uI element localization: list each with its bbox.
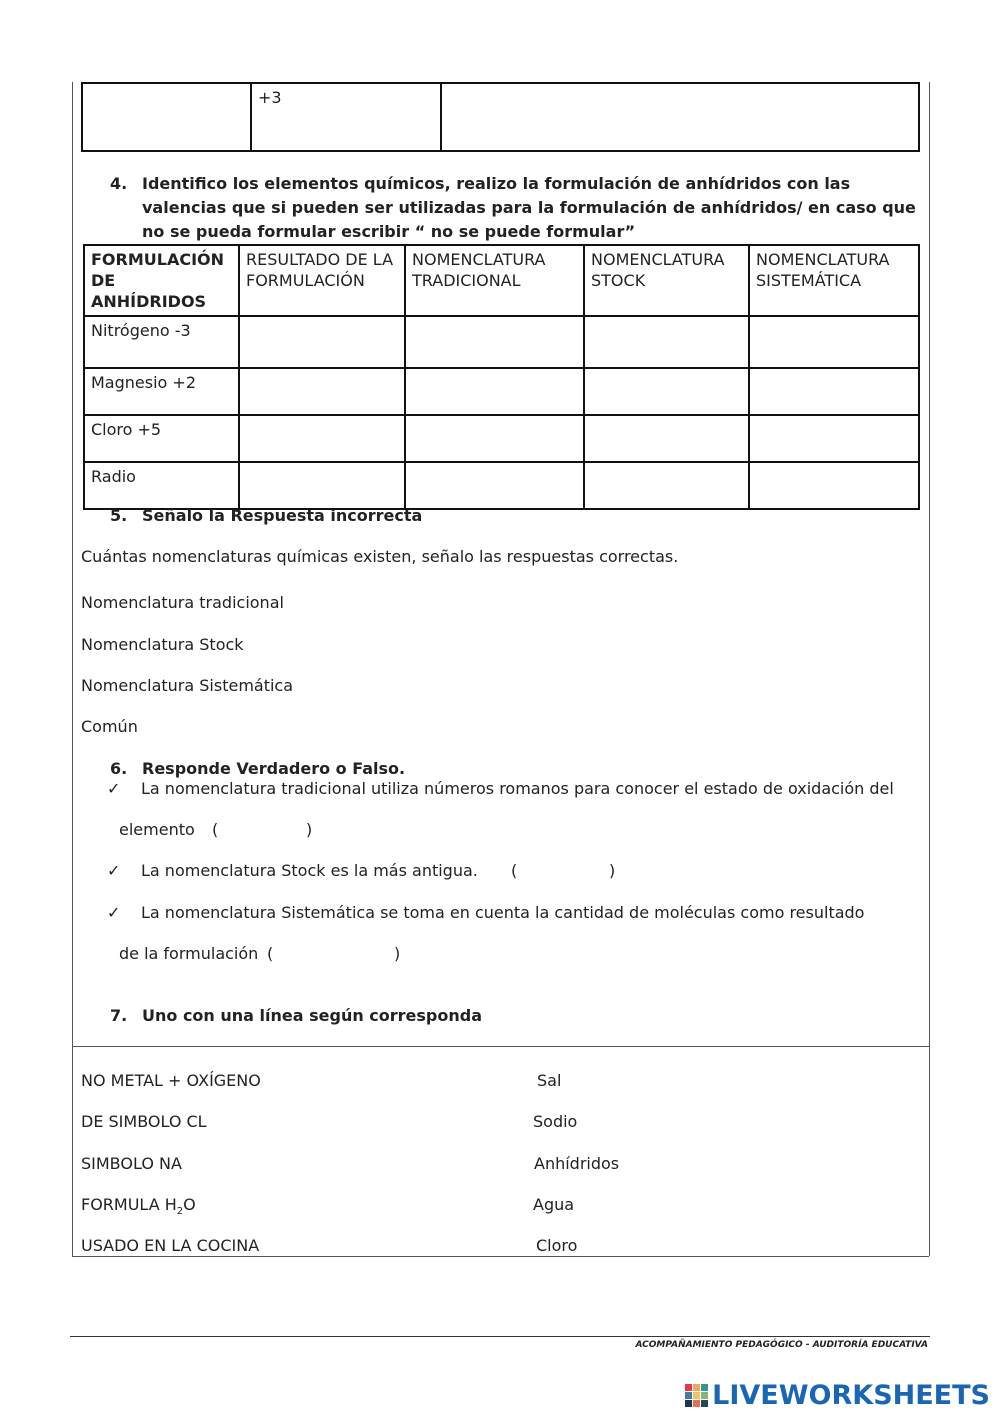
answer-cell[interactable] <box>749 316 919 368</box>
paren-open: ( <box>511 861 518 880</box>
statement-1 <box>107 778 894 800</box>
statement-1-continuation: elemento <box>119 820 195 839</box>
answer-cell[interactable] <box>584 462 749 509</box>
question-5 <box>110 504 422 528</box>
answer-blank-1[interactable] <box>224 819 304 841</box>
question-5-title: Señalo la Respuesta incorrecta <box>142 506 423 525</box>
element-cell: Radio <box>84 462 239 509</box>
question-number: 4. <box>110 174 128 193</box>
match-left-formula[interactable] <box>81 1194 196 1223</box>
option-item[interactable]: Común <box>81 717 138 736</box>
liveworksheets-logo-icon <box>685 1384 708 1407</box>
question-number: 5. <box>110 506 128 525</box>
answer-cell[interactable] <box>239 415 405 462</box>
footer-text: ACOMPAÑAMIENTO PEDAGÓGICO - AUDITORÍA EDUCATIVA <box>635 1340 928 1350</box>
brand-name: LIVEWORKSHEETS <box>712 1380 990 1411</box>
statement-2 <box>107 860 478 882</box>
option-item[interactable]: Nomenclatura tradicional <box>81 593 284 612</box>
answer-cell[interactable] <box>405 462 584 509</box>
answer-cell[interactable] <box>749 368 919 415</box>
checkmark-icon: ✓ <box>107 903 121 922</box>
paren-close: ) <box>306 820 313 839</box>
question-4 <box>110 172 920 241</box>
table-row <box>84 368 919 415</box>
match-left-item[interactable]: SIMBOLO NA <box>81 1154 182 1173</box>
table-cell[interactable] <box>441 83 919 151</box>
match-right-item[interactable]: Cloro <box>536 1236 578 1255</box>
statement-text: La nomenclatura Stock es la más antigua. <box>141 861 478 880</box>
column-header: NOMENCLATURA SISTEMÁTICA <box>749 245 919 316</box>
table-row <box>82 83 919 151</box>
question-6-title: Responde Verdadero o Falso. <box>142 759 406 778</box>
table-row <box>84 462 919 509</box>
match-right-item[interactable]: Anhídridos <box>534 1154 620 1173</box>
statement-3 <box>107 902 864 924</box>
checkmark-icon: ✓ <box>107 861 121 880</box>
element-cell: Magnesio +2 <box>84 368 239 415</box>
valence-table <box>81 82 920 152</box>
answer-cell[interactable] <box>239 316 405 368</box>
table-cell[interactable] <box>82 83 251 151</box>
question-7 <box>110 1004 482 1028</box>
match-left-item[interactable]: DE SIMBOLO CL <box>81 1112 207 1131</box>
paren-close: ) <box>609 861 616 880</box>
answer-blank-3[interactable] <box>280 943 392 965</box>
column-header: NOMENCLATURA TRADICIONAL <box>405 245 584 316</box>
paren-open: ( <box>212 820 219 839</box>
answer-cell[interactable] <box>405 368 584 415</box>
question-7-title: Uno con una línea según corresponda <box>142 1006 483 1025</box>
paren-close: ) <box>394 944 401 963</box>
table-header-row <box>84 245 919 316</box>
column-header: RESULTADO DE LA FORMULACIÓN <box>239 245 405 316</box>
table-row <box>84 316 919 368</box>
match-left-item[interactable]: NO METAL + OXÍGENO <box>81 1071 261 1090</box>
answer-blank-2[interactable] <box>523 860 608 882</box>
frame-separator <box>72 1046 929 1047</box>
element-cell: Cloro +5 <box>84 415 239 462</box>
match-right-item[interactable]: Sodio <box>533 1112 578 1131</box>
answer-cell[interactable] <box>405 316 584 368</box>
table-row <box>84 415 919 462</box>
formula-tail: O <box>183 1195 196 1214</box>
element-cell: Nitrógeno -3 <box>84 316 239 368</box>
valence-value: +3 <box>258 88 282 107</box>
anhydride-table <box>83 244 920 510</box>
answer-cell[interactable] <box>749 415 919 462</box>
answer-cell[interactable] <box>584 316 749 368</box>
valence-cell <box>251 83 441 151</box>
match-right-item[interactable]: Sal <box>537 1071 562 1090</box>
answer-cell[interactable] <box>239 368 405 415</box>
answer-cell[interactable] <box>584 368 749 415</box>
statement-text: La nomenclatura tradicional utiliza números romanos para conocer el estado de oxidación del <box>141 779 894 798</box>
formula-subscript: 2 <box>176 1206 184 1218</box>
statement-text: La nomenclatura Sistemática se toma en cuenta la cantidad de moléculas como resultado <box>141 903 865 922</box>
statement-3-continuation: de la formulación <box>119 944 259 963</box>
paren-open: ( <box>267 944 274 963</box>
answer-cell[interactable] <box>749 462 919 509</box>
footer-divider <box>70 1336 930 1337</box>
answer-cell[interactable] <box>405 415 584 462</box>
brand <box>685 1380 990 1411</box>
column-header: NOMENCLATURA STOCK <box>584 245 749 316</box>
formula-text: FORMULA H <box>81 1195 177 1214</box>
column-header: FORMULACIÓN DE ANHÍDRIDOS <box>84 245 239 316</box>
answer-cell[interactable] <box>239 462 405 509</box>
question-4-text: Identifico los elementos químicos, realizo la formulación de anhídridos con las valencias que si pueden ser utilizadas para la formulación de anhídridos/ en caso que no se pueda formular escribir “ no se puede formular” <box>142 174 916 241</box>
question-number: 6. <box>110 759 128 778</box>
checkmark-icon: ✓ <box>107 779 121 798</box>
match-left-item[interactable]: USADO EN LA COCINA <box>81 1236 260 1255</box>
question-5-prompt: Cuántas nomenclaturas químicas existen, señalo las respuestas correctas. <box>81 547 679 566</box>
match-right-item[interactable]: Agua <box>533 1195 575 1214</box>
answer-cell[interactable] <box>584 415 749 462</box>
question-number: 7. <box>110 1006 128 1025</box>
option-item[interactable]: Nomenclatura Stock <box>81 635 244 654</box>
option-item[interactable]: Nomenclatura Sistemática <box>81 676 294 695</box>
